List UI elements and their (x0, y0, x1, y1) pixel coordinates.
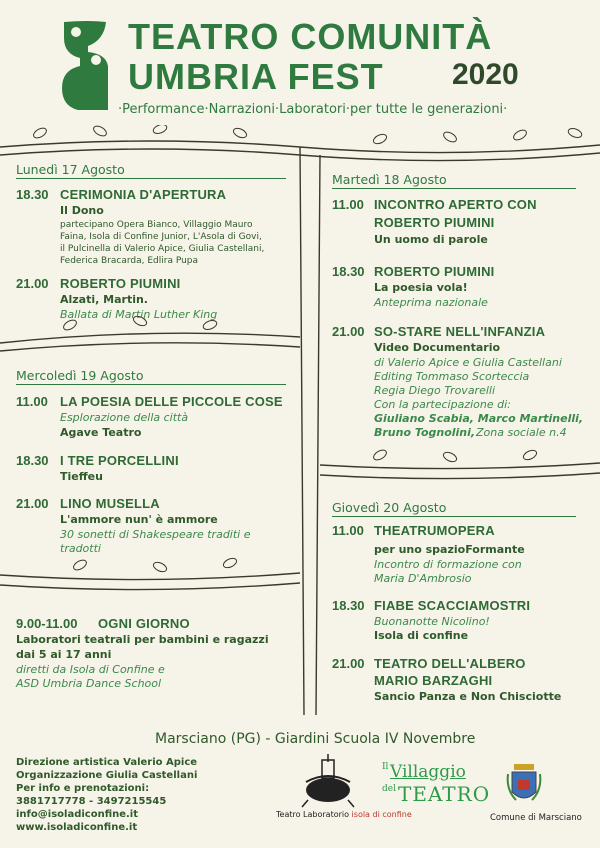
event-title: FIABE SCACCIAMOSTRI (374, 598, 531, 613)
event-time: 11.00 (332, 523, 364, 538)
divider (16, 178, 286, 179)
event-detail: partecipano Opera Bianco, Villaggio Mauro (60, 220, 253, 230)
event-title: ROBERTO PIUMINI (374, 264, 495, 279)
event-note: Zona sociale n.4 (476, 426, 567, 439)
venue-label: Marsciano (PG) - Giardini Scuola IV Novembre (155, 731, 476, 747)
event-title: INCONTRO APERTO CON (374, 197, 537, 212)
event-title: ROBERTO PIUMINI (60, 276, 181, 291)
event-note: Giuliano Scabia, Marco Martinelli, (374, 412, 584, 425)
event-subtitle: Tieffeu (60, 470, 103, 483)
event-title: SO-STARE NELL'INFANZIA (374, 324, 546, 339)
event-note: Regia Diego Trovarelli (374, 384, 496, 397)
festival-logo-mark (58, 18, 114, 114)
event-subtitle: Un uomo di parole (374, 233, 488, 246)
event-subtitle: Isola di confine (374, 629, 469, 642)
event-title: CERIMONIA D'APERTURA (60, 187, 227, 202)
event-note: di Valerio Apice e Giulia Castellani (374, 356, 562, 369)
footer-credit: Direzione artistica Valerio Apice (16, 757, 198, 768)
day-heading-monday: Lunedì 17 Agosto (16, 162, 125, 177)
event-subtitle: per uno spazioFormante (374, 543, 525, 556)
logo-caption: Comune di Marsciano (490, 813, 582, 823)
year-label: 2020 (452, 58, 519, 91)
footer-info-label: Per info e prenotazioni: (16, 783, 150, 794)
event-subtitle: Video Documentario (374, 341, 501, 354)
event-note: Maria D'Ambrosio (374, 572, 472, 585)
event-note: Anteprima nazionale (374, 296, 488, 309)
event-note: diretti da Isola di Confine e (16, 663, 165, 676)
event-title: ROBERTO PIUMINI (374, 215, 495, 230)
event-detail: Federica Bracarda, Edlira Pupa (60, 256, 199, 266)
title-line-2: UMBRIA FEST (128, 56, 384, 97)
event-time: 21.00 (16, 276, 49, 291)
event-time: 21.00 (332, 656, 365, 671)
event-time: 18.30 (332, 264, 365, 279)
event-time: 9.00-11.00 (16, 616, 78, 631)
event-subtitle: Laboratori teatrali per bambini e ragazzi (16, 633, 269, 646)
event-title: THEATRUMOPERA (374, 523, 495, 538)
event-subtitle: dai 5 ai 17 anni (16, 648, 112, 661)
villaggio-del-teatro-logo: Il Villaggio del TEATRO (382, 762, 491, 806)
divider (16, 384, 286, 385)
event-time: 18.30 (332, 598, 365, 613)
divider (332, 516, 576, 517)
event-title: LA POESIA DELLE PICCOLE COSE (60, 394, 283, 409)
event-note: Con la partecipazione di: (374, 398, 511, 411)
event-note: Esplorazione della città (60, 411, 189, 424)
event-subtitle: L'ammore nun' è ammore (60, 513, 218, 526)
event-subtitle: Il Dono (60, 204, 104, 217)
event-title: LINO MUSELLA (60, 496, 160, 511)
marsciano-crest-icon (506, 762, 542, 806)
title-line-1: TEATRO COMUNITÀ (128, 16, 493, 57)
footer-credit: Organizzazione Giulia Castellani (16, 770, 198, 781)
event-subtitle: Agave Teatro (60, 426, 142, 439)
divider (332, 188, 576, 189)
isola-di-confine-logo (288, 752, 368, 808)
event-title: OGNI GIORNO (98, 616, 190, 631)
website-link[interactable]: www.isoladiconfine.it (16, 822, 138, 833)
event-time: 21.00 (332, 324, 365, 339)
logo-caption: Teatro Laboratorio isola di confine (276, 810, 412, 819)
event-note: 30 sonetti di Shakespeare traditi e (60, 528, 251, 541)
day-heading-thursday: Giovedì 20 Agosto (332, 500, 447, 515)
phone-numbers: 3881717778 - 3497215545 (16, 796, 167, 807)
event-subtitle: Sancio Panza e Non Chisciotte (374, 690, 562, 703)
event-note: Bruno Tognolini, (374, 426, 476, 439)
event-time: 11.00 (332, 197, 364, 212)
event-note: Buonanotte Nicolino! (374, 615, 490, 628)
event-time: 18.30 (16, 453, 49, 468)
event-time: 11.00 (16, 394, 48, 409)
event-title: TEATRO DELL'ALBERO (374, 656, 526, 671)
day-heading-wednesday: Mercoledì 19 Agosto (16, 368, 144, 383)
day-heading-tuesday: Martedì 18 Agosto (332, 172, 447, 187)
event-note: Editing Tommaso Scorteccia (374, 370, 530, 383)
event-note: tradotti (60, 542, 101, 555)
event-note: Ballata di Martin Luther King (60, 308, 218, 321)
event-time: 18.30 (16, 187, 49, 202)
email-link[interactable]: info@isoladiconfine.it (16, 809, 139, 820)
event-title: I TRE PORCELLINI (60, 453, 179, 468)
event-detail: Faina, Isola di Confine Junior, L'Asola di Govi, (60, 232, 262, 242)
event-detail: il Pulcinella di Valerio Apice, Giulia Castellani, (60, 244, 265, 254)
event-note: Incontro di formazione con (374, 558, 522, 571)
event-title: MARIO BARZAGHI (374, 673, 493, 688)
event-subtitle: Alzati, Martin. (60, 293, 148, 306)
event-subtitle: La poesia vola! (374, 281, 468, 294)
tagline: ·Performance·Narrazioni·Laboratori·per tutte le generazioni· (118, 102, 508, 117)
event-time: 21.00 (16, 496, 49, 511)
event-note: ASD Umbria Dance School (16, 677, 162, 690)
